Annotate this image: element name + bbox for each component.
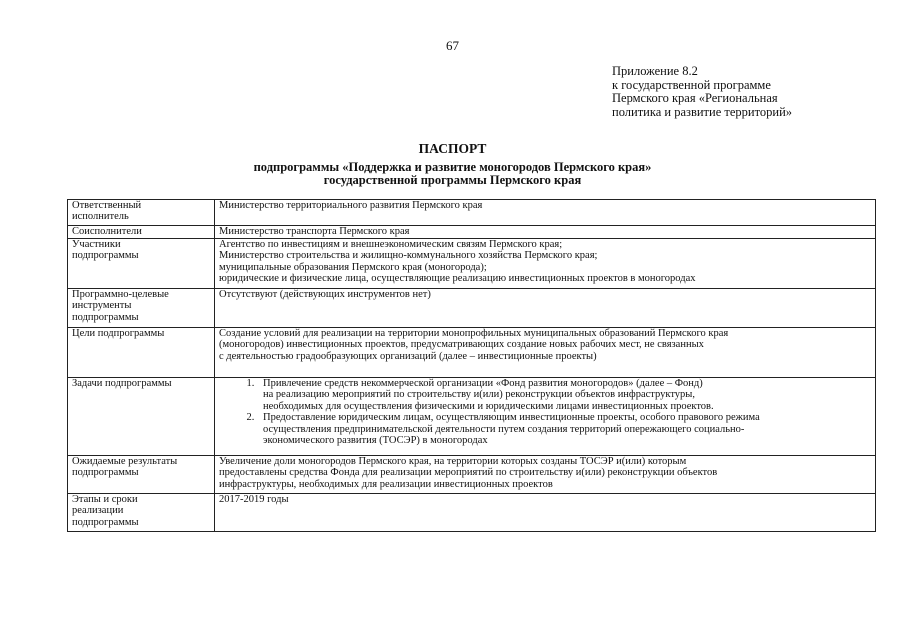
row-label [68,378,215,456]
task-item [257,378,871,412]
value-line: юридические и физические лица, осуществляющие реализацию инвестиционных проектов в моногородах [219,273,696,285]
row-value [215,200,876,226]
row-label [68,289,215,328]
value-line: Отсутствуют (действующих инструментов нет) [219,289,431,300]
row-value [215,456,876,494]
label-line: подпрограммы [72,311,139,323]
label-line: подпрограммы [72,467,139,479]
row-label [68,456,215,494]
row-label [68,494,215,532]
document-subtitle [0,161,905,187]
task-line: осуществления предпринимательской деятельности путем создания территорий опережающего социально- [263,423,745,435]
row-stages-and-terms [68,494,876,532]
row-value [215,226,876,239]
passport-table [67,199,876,532]
value-line: инфраструктуры, необходимых для реализации инвестиционных проектов [219,478,553,490]
label-line: Соисполнители [72,226,142,237]
value-line: с деятельностью градообразующих организаций (далее – инвестиционные проекты) [219,350,597,362]
row-participants [68,239,876,289]
value-line: Агентство по инвестициям и внешнеэкономическим связям Пермского края; [219,239,563,250]
label-line: Ответственный [72,200,142,211]
task-line: 1. Привлечение средств некоммерческой организации «Фонд развития моногородов» (далее – Фонд) [263,378,703,389]
row-value [215,239,876,289]
label-line: Программно-целевые [72,289,169,300]
label-line: Этапы и сроки [72,494,138,505]
value-line: Министерство транспорта Пермского края [219,226,410,237]
label-line: Задачи подпрограммы [72,378,172,389]
appendix-line: к государственной программе [612,77,771,92]
value-line: (моногородов) инвестиционных проектов, предусматривающих создание новых рабочих мест, не связанных [219,339,704,351]
label-line: инструменты [72,300,132,312]
subtitle-line: подпрограммы «Поддержка и развитие моногородов Пермского края» [253,160,652,174]
document-title: ПАСПОРТ [418,141,487,156]
task-line: необходимых для осуществления физическими и юридическими лицами инвестиционных проектов. [263,400,714,412]
task-line: на реализацию мероприятий по строительству и(или) реконструкции объектов инфраструктуры, [263,389,695,401]
value-line: Создание условий для реализации на территории монопрофильных муниципальных образований Пермского края [219,328,729,339]
row-value [215,328,876,378]
row-goals [68,328,876,378]
row-label [68,328,215,378]
value-line: муниципальные образования Пермского края (моногорода); [219,261,487,273]
page-number: 67 [446,38,459,53]
row-value [215,378,876,456]
row-value [215,289,876,328]
row-tasks [68,378,876,456]
label-line: Ожидаемые результаты [72,456,178,467]
appendix-line: Пермского края «Региональная [612,91,778,105]
label-line: реализации [72,505,124,517]
value-line: предоставлены средства Фонда для реализации мероприятий по строительству и(или) реконструкции объектов [219,467,718,479]
task-line: экономического развития (ТОСЭР) в моногородах [263,435,488,447]
appendix-note [612,65,897,119]
label-line: подпрограммы [72,516,139,528]
label-line: Участники [72,239,121,250]
row-label [68,239,215,289]
row-label [68,200,215,226]
row-co-executors [68,226,876,239]
task-line: 2. Предоставление юридическим лицам, осуществляющим инвестиционные проекты, особого правового режима [263,412,760,424]
row-value [215,494,876,532]
label-line: исполнитель [72,211,129,223]
subtitle-line: государственной программы Пермского края [323,173,582,187]
value-line: 2017-2019 годы [219,494,289,505]
value-line: Министерство территориального развития Пермского края [219,200,483,211]
row-responsible-executor [68,200,876,226]
appendix-line: политика и развитие территорий» [612,104,793,119]
row-expected-results [68,456,876,494]
value-line: Увеличение доли моногородов Пермского края, на территории которых созданы ТОСЭР и(или) которым [219,456,687,467]
row-label [68,226,215,239]
appendix-line: Приложение 8.2 [612,64,698,78]
value-line: Министерство строительства и жилищно-коммунального хозяйства Пермского края; [219,250,598,262]
task-list [219,378,871,446]
task-item [257,412,871,446]
label-line: Цели подпрограммы [72,328,165,339]
row-program-instruments [68,289,876,328]
label-line: подпрограммы [72,250,139,262]
